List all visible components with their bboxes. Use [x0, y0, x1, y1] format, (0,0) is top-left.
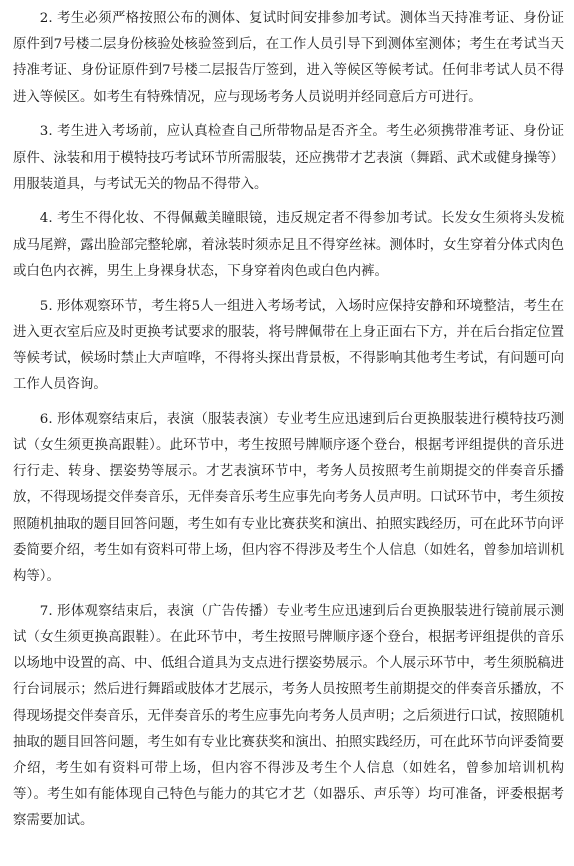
- paragraph-rule-2: 2. 考生必须严格按照公布的测体、复试时间安排参加考试。测体当天持准考证、身份证原件到7号楼二层身份核验处核验签到后，在工作人员引导下到测体室测体；考生在考试当天持准考证、身份证原件到7号楼二层报告厅签到，进入等候区等候考试。任何非考试人员不得进入等候区。如考生有特殊情况，应与现场考务人员说明并经同意后方可进行。: [13, 11, 564, 105]
- paragraph-rule-5: 5. 形体观察环节，考生将5人一组进入考场考试，入场时应保持安静和环境整洁，考生在进入更衣室后应及时更换考试要求的服装，将号牌佩带在上身正面右下方，并在后台指定位置等候考试，候场时禁止大声喧哗，不得将头探出背景板，不得影响其他考生考试，有问题可向工作人员咨询。: [13, 298, 564, 393]
- paragraph-rule-6: 6. 形体观察结束后，表演（服装表演）专业考生应迅速到后台更换服装进行模特技巧测试（女生须更换高跟鞋）。此环节中，考生按照号牌顺序逐个登台，根据考评组提供的音乐进行行走、转身、摆姿势等展示。才艺表演环节中，考务人员按照考生前期提交的伴奏音乐播放，不得现场提交伴奏音乐，无伴奏音乐考生应事先向考务人员声明。口试环节中，考生须按照随机抽取的题目回答问题，考生如有专业比赛获奖和演出、拍照实践经历，可在此环节向评委简要介绍，考生如有资料可带上场，但内容不得涉及考生个人信息（如姓名，曾参加培训机构等）。: [13, 411, 564, 585]
- paragraph-rule-4: 4. 考生不得化妆、不得佩戴美瞳眼镜，违反规定者不得参加考试。长发女生须将头发梳成马尾辫，露出脸部完整轮廓，着泳装时须赤足且不得穿丝袜。测体时，女生穿着分体式肉色或白色内衣裤，男生上身裸身状态，下身穿着肉色或白色内裤。: [13, 211, 564, 279]
- paragraph-rule-7: 7. 形体观察结束后，表演（广告传播）专业考生应迅速到后台更换服装进行镜前展示测试（女生须更换高跟鞋）。在此环节中，考生按照号牌顺序逐个登台，根据考评组提供的音乐以场地中设置的高、中、低组合道具为支点进行摆姿势展示。个人展示环节中，考生须脱稿进行台词展示；然后进行舞蹈或肢体才艺展示，考务人员按照考生前期提交的伴奏音乐播放，不得现场提交伴奏音乐，无伴奏音乐的考生应事先向考务人员声明；之后须进行口试，按照随机抽取的题目回答问题，考生如有专业比赛获奖和演出、拍照实践经历，可在此环节向评委简要介绍，考生如有资料可带上场，但内容不得涉及考生个人信息（如姓名，曾参加培训机构等）。考生如有能体现自己特色与能力的其它才艺（如器乐、声乐等）均可准备，评委根据考察需要加试。: [13, 603, 564, 829]
- paragraph-rule-3: 3. 考生进入考场前，应认真检查自己所带物品是否齐全。考生必须携带准考证、身份证原件、泳装和用于模特技巧考试环节所需服装，还应携带才艺表演（舞蹈、武术或健身操等）用服装道具，与考试无关的物品不得带入。: [13, 124, 564, 192]
